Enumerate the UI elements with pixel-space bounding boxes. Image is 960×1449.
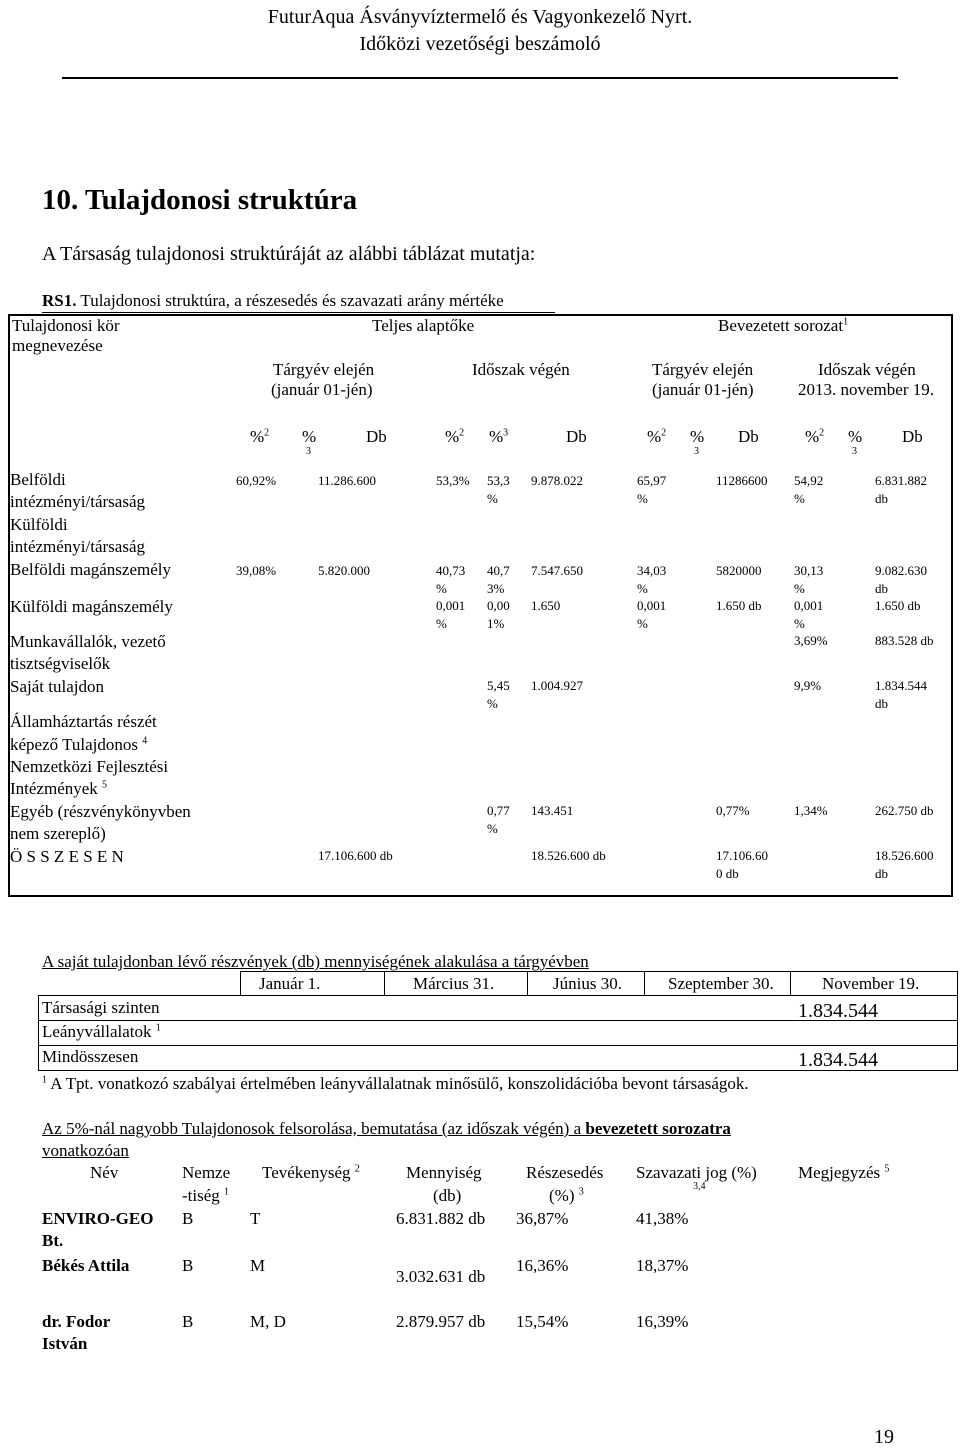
cell: 0,77% [716,803,750,818]
cell: 34,03 [637,563,667,578]
cell: 3,69% [794,633,828,648]
cell: 9,9% [794,678,822,693]
cell: 9.878.022 [531,473,583,488]
own-shares-footnote: $^1$ A Tpt. vonatkozó szabályai értelmében leányvállalatnak minősülő, konszolidációba bevont társaságok. [42,1074,749,1093]
page-number: 19 [874,1426,894,1448]
cell: % [436,616,447,631]
cell-total: 17.106.60 [716,848,768,863]
owner-qty: 3.032.631 db [396,1267,486,1286]
cell: 0,001 [637,598,667,613]
cell: 5.820.000 [318,563,370,578]
cell-value: 1.834.544 [798,1000,878,1022]
row-label: tisztségviselők [10,654,111,673]
col-header: Március 31. [413,974,495,993]
owner-name: István [42,1334,88,1353]
cell: 39,08% [236,563,277,578]
cell: 0,001 [436,598,466,613]
owner-qty: 2.879.957 db [396,1312,486,1331]
cell: 6.831.882 [875,473,927,488]
cell: 3% [487,581,505,596]
owner-share: 16,36% [516,1256,569,1275]
teljes-targyev-1: Tárgyév elején [273,360,375,379]
owner-share: 36,87% [516,1209,569,1228]
row-label: Társasági szinten [42,998,160,1017]
col-owner-label-2: megnevezése [12,336,103,355]
major-title-2: vonatkozóan [42,1141,129,1160]
teljes-idoszak: Időszak végén [472,360,570,379]
rs1-right-border [951,314,953,897]
col-header: Tevékenység $^2$ [262,1163,360,1182]
owner-vote: 16,39% [636,1312,689,1331]
col-header: -tiség $^1$ [182,1186,230,1205]
owner-name: dr. Fodor [42,1312,111,1331]
row-label: Leányvállalatok $^1$ [42,1022,161,1041]
row-label: Intézmények $^5$ [10,779,108,798]
cell: % [487,696,498,711]
cell: 1.834.544 [875,678,927,693]
col-owner-label-1: Tulajdonosi kör [12,316,120,335]
col-header: (db) [433,1186,462,1205]
cell: % [637,581,648,596]
owner-nat: B [182,1256,194,1275]
rs1-caption-text: Tulajdonosi struktúra, a részesedés és szavazati arány mértéke [76,291,504,310]
cell: 1% [487,616,505,631]
bevezetett-idoszak-date: 2013. november 19. [798,380,934,399]
cell: 5820000 [716,563,762,578]
major-title: Az 5%-nál nagyobb Tulajdonosok felsorolása, bemutatása (az időszak végén) a bevezetett sorozatra [42,1119,731,1138]
cell: % [436,581,447,596]
cell: 7.547.650 [531,563,583,578]
col-header-sup: 3,4 [693,1181,706,1192]
header-rule [62,77,898,79]
col-header: Mennyiség [406,1163,482,1182]
cell: 40,7 [487,563,510,578]
col-header: Szavazati jog (%) [636,1163,757,1182]
col-header: Január 1. [259,974,321,993]
row-label: Külföldi magánszemély [10,597,173,616]
cell-total: 18.526.600 db [531,848,606,863]
cell: 262.750 db [875,803,934,818]
owner-name: Békés Attila [42,1256,130,1275]
cell: 883.528 db [875,633,934,648]
row-label: Saját tulajdon [10,677,104,696]
cell-total: 17.106.600 db [318,848,393,863]
bevezetett-idoszak: Időszak végén [818,360,916,379]
owner-vote: 18,37% [636,1256,689,1275]
row-label: Államháztartás részét [10,712,157,731]
cell: 53,3 [487,473,510,488]
own-shares-title: A saját tulajdonban lévő részvények (db) mennyiségének alakulása a tárgyévben [42,952,589,971]
row-label: Belföldi magánszemély [10,560,171,579]
cell-total: 0 db [716,866,739,881]
teljes-targyev-2: (január 01-jén) [271,380,373,399]
cell: % [794,491,805,506]
report-title: Időközi vezetőségi beszámoló [359,33,601,55]
cell: % [794,581,805,596]
cell: db [875,581,888,596]
owner-name: ENVIRO-GEO [42,1209,154,1228]
cell-value: 1.834.544 [798,1049,878,1071]
cell: 9.082.630 [875,563,927,578]
row-label: Nemzetközi Fejlesztési [10,757,169,776]
cell: 40,73 [436,563,466,578]
cell: 11.286.600 [318,473,377,488]
row-label: intézményi/társaság [10,537,146,556]
cell: 1.650 db [875,598,921,613]
owner-name: Bt. [42,1231,64,1250]
col-header: Megjegyzés $^5$ [798,1163,890,1182]
cell: 30,13 [794,563,824,578]
section-title: 10. Tulajdonosi struktúra [42,184,358,216]
cell-total: 18.526.600 [875,848,934,863]
owner-share: 15,54% [516,1312,569,1331]
rs1-caption-underline [42,312,555,313]
owner-qty: 6.831.882 db [396,1209,486,1228]
cell: % [794,616,805,631]
cell: 1.650 [531,598,561,613]
owner-act: T [250,1209,261,1228]
col-teljes-alaptoke: Teljes alaptőke [372,316,475,335]
cell: % [487,491,498,506]
cell: 1,34% [794,803,828,818]
row-label: Egyéb (részvénykönyvben [10,802,191,821]
rs1-code: RS1. [42,291,77,310]
owner-nat: B [182,1209,194,1228]
cell-total: db [875,866,888,881]
cell: db [875,491,888,506]
col-header: Nemze [182,1163,231,1182]
col-header: November 19. [822,974,920,993]
owner-vote: 41,38% [636,1209,689,1228]
row-label: Külföldi [10,515,68,534]
cell: 5,45 [487,678,510,693]
company-name: FuturAqua Ásványvíztermelő és Vagyonkezelő Nyrt. [267,6,693,28]
row-label-total: Ö S S Z E S E N [10,847,124,866]
cell: 0,77 [487,803,510,818]
cell: db [875,696,888,711]
cell: % [487,821,498,836]
col-header: Név [90,1163,119,1182]
cell: % [637,616,648,631]
row-label: Mindösszesen [42,1047,139,1066]
row-label: Munkavállalók, vezető [10,632,166,651]
col-header: Részesedés [526,1163,604,1182]
bevezetett-targyev-1: Tárgyév elején [652,360,754,379]
cell: 143.451 [531,803,574,818]
col-bevezetett-sorozat: Bevezetett sorozat$^1$ [718,316,849,335]
cell: 53,3% [436,473,470,488]
cell: 1.004.927 [531,678,583,693]
row-label: intézményi/társaság [10,492,146,511]
cell: 0,001 [794,598,824,613]
owner-act: M [250,1256,266,1275]
col-header: (%) $^3$ [549,1186,584,1205]
cell: 0,00 [487,598,510,613]
cell: 11286600 [716,473,768,488]
col-header: Június 30. [553,974,622,993]
col-header: Szeptember 30. [668,974,774,993]
bevezetett-targyev-2: (január 01-jén) [652,380,754,399]
rs1-caption [42,291,504,311]
row-label: nem szereplő) [10,824,106,843]
row-label: képező Tulajdonos $^4$ [10,735,148,754]
owner-act: M, D [250,1312,286,1331]
cell: % [637,491,648,506]
section-intro: A Társaság tulajdonosi struktúráját az alábbi táblázat mutatja: [42,243,536,265]
rs1-bottom-border [8,895,953,897]
cell: 65,97 [637,473,667,488]
row-label: Belföldi [10,470,66,489]
owner-nat: B [182,1312,194,1331]
cell: 54,92 [794,473,824,488]
cell: 1.650 db [716,598,762,613]
cell: 60,92% [236,473,277,488]
